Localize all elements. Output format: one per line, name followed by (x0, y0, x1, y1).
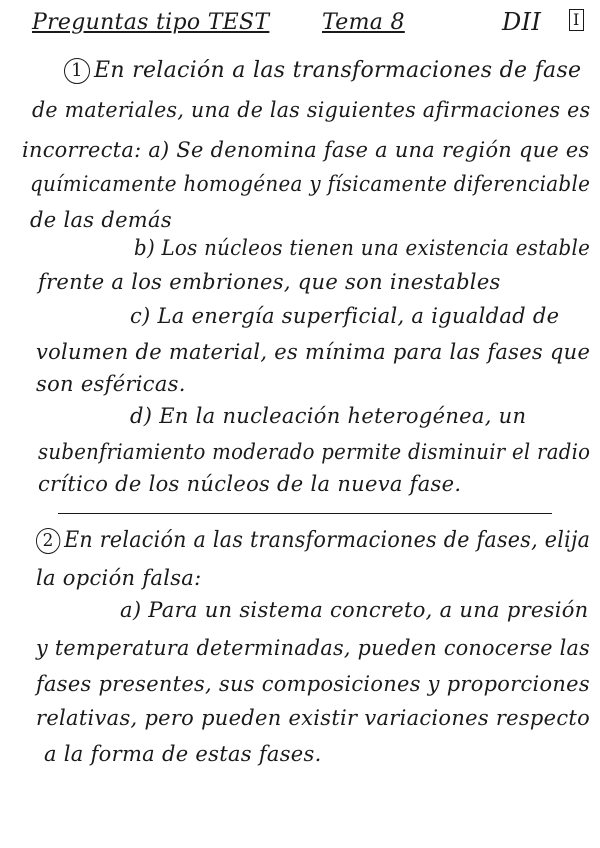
question-2-number: 2 (36, 528, 60, 554)
question-1-option-d-line-2: subenfriamiento moderado permite disminuir el radio (38, 440, 591, 464)
question-1-line-1: 1 En relación a las transformaciones de fase (64, 58, 581, 84)
question-1-option-c-line-3: son esféricas. (36, 372, 186, 396)
section-divider (58, 513, 552, 514)
question-1-line-5: de las demás (30, 208, 172, 232)
question-1-line-2: de materiales, una de las siguientes afirmaciones es (32, 98, 591, 122)
question-1-option-b-line-2: frente a los embriones, que son inestables (38, 270, 501, 294)
question-2-line-1: 2 En relación a las transformaciones de fases, elija (36, 528, 590, 554)
course-code: DII (502, 8, 542, 36)
question-1-option-b-line-1: b) Los núcleos tienen una existencia estable (134, 236, 591, 260)
question-2-option-a-line-5: a la forma de estas fases. (44, 742, 322, 766)
question-1-option-c-line-2: volumen de material, es mínima para las fases que (36, 340, 591, 364)
question-1-number: 1 (64, 58, 90, 84)
question-1-option-d-line-1: d) En la nucleación heterogénea, un (130, 404, 527, 428)
page-title: Preguntas tipo TEST (32, 10, 270, 35)
question-2-option-a-line-4: relativas, pero pueden existir variaciones respecto (36, 706, 591, 730)
question-2-line-2: la opción falsa: (36, 566, 202, 590)
page-number-box: I (569, 9, 584, 31)
question-1-line-3: incorrecta: a) Se denomina fase a una región que es (22, 138, 590, 162)
question-1-line-4: químicamente homogénea y físicamente diferenciable (30, 172, 591, 196)
question-1-option-d-line-3: crítico de los núcleos de la nueva fase. (38, 472, 462, 496)
question-2-option-a-line-1: a) Para un sistema concreto, a una presión (120, 598, 589, 622)
question-2-option-a-line-3: fases presentes, sus composiciones y proporciones (36, 672, 590, 696)
question-1-option-c-line-1: c) La energía superficial, a igualdad de (130, 304, 560, 328)
question-2-option-a-line-2: y temperatura determinadas, pueden conocerse las (36, 636, 591, 660)
topic-label: Tema 8 (322, 10, 405, 35)
